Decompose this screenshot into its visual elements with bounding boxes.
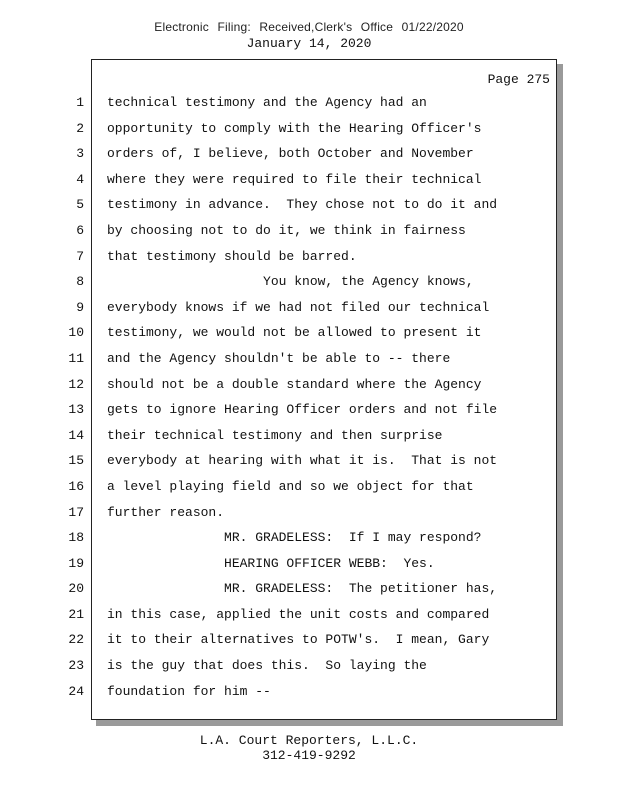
transcript-line: technical testimony and the Agency had an (107, 95, 427, 110)
transcript-line: further reason. (107, 504, 225, 520)
filing-stamp: Electronic Filing: Received,Clerk's Office 01/22/2020 (154, 20, 464, 34)
transcript-line: that testimony should be barred. (107, 248, 357, 264)
transcript-line: by choosing not to do it, we think in fairness (107, 222, 466, 238)
transcript-line: everybody knows if we had not filed our technical (107, 299, 490, 315)
line-number: 23 (68, 658, 84, 674)
transcript-line: where they were required to file their technical (107, 171, 482, 187)
reporter-phone: 312-419-9292 (262, 748, 356, 763)
reporter-company: L.A. Court Reporters, L.L.C. (199, 733, 419, 748)
line-number: 17 (68, 504, 84, 520)
line-number: 4 (76, 171, 84, 187)
transcript-line: foundation for him -- (107, 683, 271, 699)
transcript-text (107, 90, 552, 704)
transcript-line: testimony in advance. They chose not to do it and (107, 197, 498, 213)
line-number: 11 (68, 350, 84, 366)
transcript-line: is the guy that does this. So laying the (107, 658, 427, 674)
transcript-line: testimony, we would not be allowed to present it (107, 325, 482, 341)
transcript-line: gets to ignore Hearing Officer orders and not file (107, 402, 498, 418)
transcript-line: You know, the Agency knows, (107, 274, 474, 290)
line-number: 21 (68, 606, 84, 622)
line-number: 5 (76, 197, 84, 213)
line-number: 8 (76, 274, 84, 290)
line-number: 24 (68, 683, 84, 699)
transcript-line: opportunity to comply with the Hearing Officer's (107, 120, 482, 136)
line-number: 3 (76, 146, 84, 162)
line-number-column (0, 90, 84, 704)
line-number: 18 (68, 530, 84, 546)
hearing-date: January 14, 2020 (246, 36, 372, 51)
line-number: 15 (68, 453, 84, 469)
transcript-line: orders of, I believe, both October and November (107, 146, 474, 162)
line-number: 14 (68, 427, 84, 443)
line-number: 20 (68, 581, 84, 597)
line-number: 9 (76, 299, 84, 315)
line-number: 22 (68, 632, 84, 648)
line-number: 10 (68, 325, 84, 341)
footer (0, 733, 618, 763)
transcript-line: it to their alternatives to POTW's. I mean, Gary (107, 632, 490, 648)
line-number: 16 (68, 478, 84, 494)
transcript-line: their technical testimony and then surprise (107, 427, 443, 443)
transcript-line: MR. GRADELESS: If I may respond? (107, 530, 482, 546)
transcript-line: and the Agency shouldn't be able to -- there (107, 350, 451, 366)
line-number: 19 (68, 555, 84, 571)
line-number: 6 (76, 222, 84, 238)
transcript-line: in this case, applied the unit costs and compared (107, 606, 490, 622)
line-number: 13 (68, 402, 84, 418)
transcript-line: MR. GRADELESS: The petitioner has, (107, 581, 498, 597)
line-number: 7 (76, 248, 84, 264)
transcript-line: everybody at hearing with what it is. That is not (107, 453, 498, 469)
transcript-line: should not be a double standard where the Agency (107, 376, 482, 392)
transcript-line: HEARING OFFICER WEBB: Yes. (107, 555, 435, 571)
line-number: 1 (76, 95, 84, 110)
line-number: 2 (76, 120, 84, 136)
page-number: Page 275 (487, 72, 550, 87)
transcript-line: a level playing field and so we object for that (107, 478, 474, 494)
line-number: 12 (68, 376, 84, 392)
